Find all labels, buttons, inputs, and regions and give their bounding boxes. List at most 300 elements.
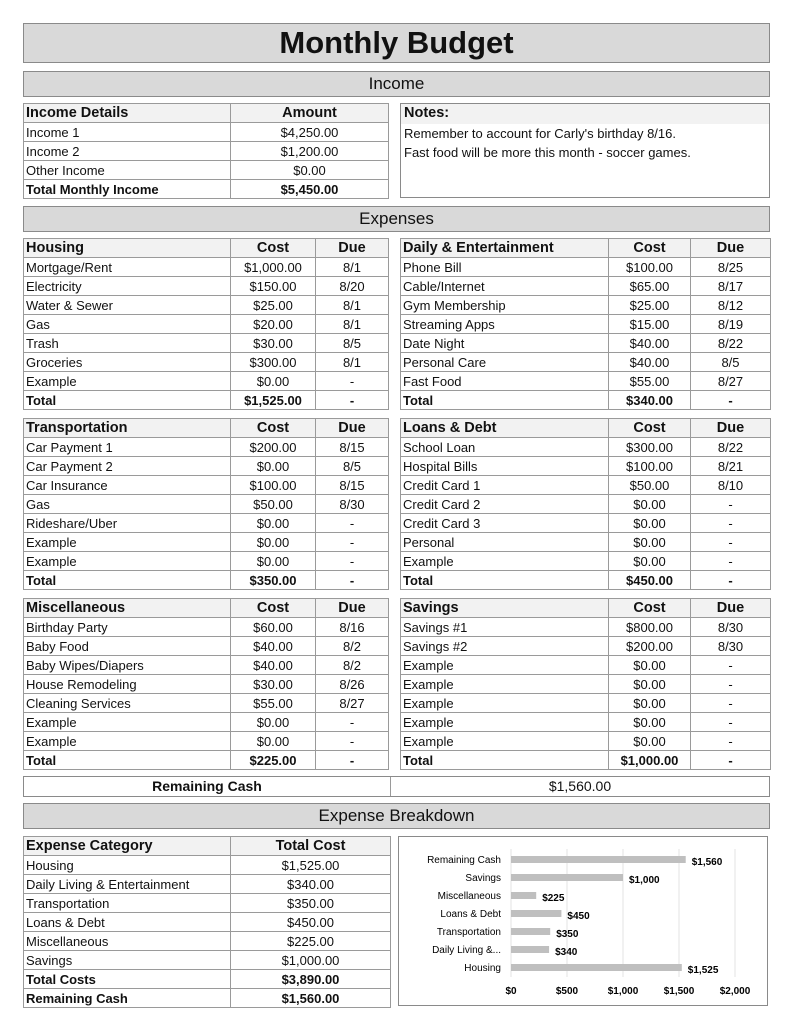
table-row [24,637,389,656]
amount-cell[interactable]: $0.00 [231,457,316,476]
due-cell[interactable]: 8/5 [691,353,771,372]
column-header: Cost [609,419,691,438]
table-row [401,533,771,552]
row-label[interactable]: Savings [24,951,231,970]
category-label: Remaining Cash [427,855,501,866]
row-label[interactable]: Phone Bill [401,258,609,277]
income-table [23,103,389,199]
table-row [24,618,389,637]
table-row [24,123,389,142]
row-label[interactable]: Income 2 [24,142,231,161]
due-cell[interactable]: 8/10 [691,476,771,495]
amount-cell[interactable]: $0.00 [609,713,691,732]
chart-svg [399,837,766,1004]
amount-cell[interactable]: $50.00 [609,476,691,495]
due-cell[interactable]: 8/17 [691,277,771,296]
note-line: Remember to account for Carly's birthday 8/16. [404,126,676,141]
amount-cell[interactable]: $50.00 [231,495,316,514]
due-cell[interactable]: 8/5 [316,457,389,476]
column-header: Cost [231,419,316,438]
table-row [401,552,771,571]
amount-cell[interactable]: $200.00 [231,438,316,457]
row-label[interactable]: Mortgage/Rent [24,258,231,277]
table-row [24,476,389,495]
table-row [401,372,771,391]
amount-cell[interactable]: $1,000.00 [609,751,691,770]
due-cell[interactable]: 8/22 [691,334,771,353]
due-cell[interactable]: 8/30 [316,495,389,514]
expense-table-transportation [23,418,389,590]
data-label: $1,525 [687,965,719,976]
category-label: Miscellaneous [437,891,501,902]
due-cell[interactable]: 8/26 [316,675,389,694]
breakdown-table [23,836,391,1008]
row-label[interactable]: Example [24,732,231,751]
due-cell[interactable]: - [691,732,771,751]
table-row [24,161,389,180]
amount-cell[interactable]: $300.00 [609,438,691,457]
due-cell[interactable]: - [691,391,771,410]
due-cell[interactable]: 8/30 [691,618,771,637]
total-row [401,391,771,410]
row-label[interactable]: Total [401,391,609,410]
amount-cell[interactable]: $0.00 [231,514,316,533]
amount-cell[interactable]: $0.00 [609,656,691,675]
table-row [24,675,389,694]
bar [511,874,623,881]
header-row [24,239,389,258]
due-cell[interactable]: - [691,675,771,694]
data-label: $340 [555,947,578,958]
row-label[interactable]: Example [401,732,609,751]
amount-cell[interactable]: $0.00 [609,732,691,751]
total-row [24,571,389,590]
x-tick-label: $1,000 [607,986,639,997]
amount-cell[interactable]: $15.00 [609,315,691,334]
table-row [24,856,391,875]
table-row [401,732,771,751]
row-label[interactable]: Income 1 [24,123,231,142]
due-cell[interactable]: - [691,514,771,533]
row-label[interactable]: House Remodeling [24,675,231,694]
row-label[interactable]: Example [24,533,231,552]
bar [511,946,549,953]
row-label[interactable]: Loans & Debt [24,913,231,932]
column-header: Miscellaneous [24,599,231,618]
header-row [24,599,389,618]
due-cell[interactable]: 8/1 [316,353,389,372]
table-row [24,732,389,751]
data-label: $1,000 [629,875,660,886]
due-cell[interactable]: - [316,571,389,590]
amount-cell[interactable]: $1,525.00 [231,856,391,875]
column-header: Loans & Debt [401,419,609,438]
table-row [401,277,771,296]
due-cell[interactable]: 8/25 [691,258,771,277]
amount-cell[interactable]: $40.00 [609,353,691,372]
row-label[interactable]: Savings #1 [401,618,609,637]
due-cell[interactable]: - [691,713,771,732]
row-label[interactable]: Example [401,656,609,675]
column-header: Amount [231,104,389,123]
column-header: Due [691,599,771,618]
table-row [401,457,771,476]
total-row [24,970,391,989]
total-row [401,571,771,590]
table-row [401,618,771,637]
due-cell[interactable]: 8/1 [316,258,389,277]
amount-cell[interactable]: $800.00 [609,618,691,637]
due-cell[interactable]: 8/27 [691,372,771,391]
column-header: Due [691,419,771,438]
row-label[interactable]: Example [401,713,609,732]
category-label: Savings [465,873,501,884]
table-row [24,296,389,315]
row-label[interactable]: Hospital Bills [401,457,609,476]
amount-cell[interactable]: $350.00 [231,894,391,913]
due-cell[interactable]: - [691,694,771,713]
table-row [24,951,391,970]
amount-cell[interactable]: $40.00 [231,656,316,675]
table-row [401,334,771,353]
due-cell[interactable]: 8/20 [316,277,389,296]
remaining-cash-row [23,776,770,797]
amount-cell[interactable]: $0.00 [609,514,691,533]
due-cell[interactable]: - [691,552,771,571]
row-label[interactable]: School Loan [401,438,609,457]
column-header: Total Cost [231,837,391,856]
x-tick-label: $0 [505,986,517,997]
column-header: Cost [609,599,691,618]
row-label[interactable]: Example [24,552,231,571]
total-row [24,391,389,410]
row-label[interactable]: Car Insurance [24,476,231,495]
due-cell[interactable]: 8/19 [691,315,771,334]
row-label[interactable]: Electricity [24,277,231,296]
column-header: Due [316,599,389,618]
column-header: Due [316,419,389,438]
column-header: Due [316,239,389,258]
amount-cell[interactable]: $225.00 [231,751,316,770]
due-cell[interactable]: - [316,732,389,751]
due-cell[interactable]: 8/15 [316,476,389,495]
amount-cell[interactable]: $65.00 [609,277,691,296]
amount-cell[interactable]: $5,450.00 [231,180,389,199]
table-row [401,675,771,694]
amount-cell[interactable]: $225.00 [231,932,391,951]
header-row [24,104,389,123]
amount-cell[interactable]: $60.00 [231,618,316,637]
amount-cell[interactable]: $100.00 [609,258,691,277]
table-row [401,656,771,675]
amount-cell[interactable]: $1,000.00 [231,258,316,277]
table-row [401,438,771,457]
table-row [24,258,389,277]
column-header: Cost [231,599,316,618]
due-cell[interactable]: 8/2 [316,656,389,675]
row-label[interactable]: Credit Card 1 [401,476,609,495]
amount-cell[interactable]: $1,000.00 [231,951,391,970]
row-label[interactable]: Personal [401,533,609,552]
due-cell[interactable]: 8/12 [691,296,771,315]
table-row [24,694,389,713]
due-cell[interactable]: - [691,656,771,675]
amount-cell[interactable]: $100.00 [609,457,691,476]
bar [511,964,682,971]
row-label[interactable]: Savings #2 [401,637,609,656]
expense-table-loans-debt [400,418,771,590]
table-row [24,495,389,514]
column-header: Income Details [24,104,231,123]
column-header: Expense Category [24,837,231,856]
total-row [24,751,389,770]
column-header: Savings [401,599,609,618]
row-label[interactable]: Daily Living & Entertainment [24,875,231,894]
category-label: Daily Living &... [432,945,501,956]
header-row [401,599,771,618]
row-label[interactable]: Rideshare/Uber [24,514,231,533]
column-header: Transportation [24,419,231,438]
page-title: Monthly Budget [23,23,770,63]
amount-cell[interactable]: $20.00 [231,315,316,334]
amount-cell[interactable]: $0.00 [231,552,316,571]
due-cell[interactable]: - [316,713,389,732]
amount-cell[interactable]: $0.00 [231,533,316,552]
notes-heading: Notes: [401,104,769,124]
row-label[interactable]: Example [24,372,231,391]
row-label[interactable]: Other Income [24,161,231,180]
table-row [401,514,771,533]
due-cell[interactable]: 8/1 [316,315,389,334]
table-row [24,334,389,353]
row-label[interactable]: Transportation [24,894,231,913]
table-row [401,296,771,315]
row-label[interactable]: Total [24,391,231,410]
row-label[interactable]: Credit Card 3 [401,514,609,533]
due-cell[interactable]: - [691,751,771,770]
column-header: Due [691,239,771,258]
row-label[interactable]: Personal Care [401,353,609,372]
due-cell[interactable]: 8/2 [316,637,389,656]
row-label[interactable]: Example [401,552,609,571]
due-cell[interactable]: - [316,533,389,552]
table-row [401,258,771,277]
row-label[interactable]: Cable/Internet [401,277,609,296]
due-cell[interactable]: - [691,495,771,514]
amount-cell[interactable]: $4,250.00 [231,123,389,142]
row-label[interactable]: Remaining Cash [24,989,231,1008]
table-row [24,372,389,391]
amount-cell[interactable]: $1,525.00 [231,391,316,410]
due-cell[interactable]: 8/30 [691,637,771,656]
table-row [24,142,389,161]
due-cell[interactable]: 8/15 [316,438,389,457]
due-cell[interactable]: - [316,514,389,533]
row-label[interactable]: Gas [24,315,231,334]
due-cell[interactable]: 8/27 [316,694,389,713]
column-header: Cost [609,239,691,258]
table-row [24,913,391,932]
table-row [24,932,391,951]
table-row [401,694,771,713]
table-row [24,552,389,571]
column-header: Cost [231,239,316,258]
total-row [24,989,391,1008]
expense-table-daily-entertainment [400,238,771,410]
row-label[interactable]: Water & Sewer [24,296,231,315]
row-label[interactable]: Example [401,675,609,694]
row-label[interactable]: Baby Wipes/Diapers [24,656,231,675]
amount-cell[interactable]: $30.00 [231,334,316,353]
amount-cell[interactable]: $0.00 [609,552,691,571]
table-row [24,353,389,372]
expenses-header: Expenses [23,206,770,232]
table-row [401,353,771,372]
table-row [401,713,771,732]
table-row [24,533,389,552]
amount-cell[interactable]: $200.00 [609,637,691,656]
table-row [24,514,389,533]
remaining-cash-value: $1,560.00 [548,778,612,794]
due-cell[interactable]: 8/16 [316,618,389,637]
amount-cell[interactable]: $350.00 [231,571,316,590]
row-label[interactable]: Car Payment 2 [24,457,231,476]
amount-cell[interactable]: $0.00 [231,161,389,180]
row-label[interactable]: Total Costs [24,970,231,989]
data-label: $225 [542,893,565,904]
row-label[interactable]: Total Monthly Income [24,180,231,199]
due-cell[interactable]: 8/21 [691,457,771,476]
table-row [24,457,389,476]
amount-cell[interactable]: $0.00 [609,533,691,552]
row-label[interactable]: Total [401,751,609,770]
amount-cell[interactable]: $0.00 [231,713,316,732]
row-label[interactable]: Example [24,713,231,732]
x-tick-label: $500 [555,986,579,997]
amount-cell[interactable]: $0.00 [609,495,691,514]
header-row [24,419,389,438]
breakdown-header: Expense Breakdown [23,803,770,829]
amount-cell[interactable]: $55.00 [609,372,691,391]
row-label[interactable]: Total [24,571,231,590]
row-label[interactable]: Birthday Party [24,618,231,637]
due-cell[interactable]: - [316,552,389,571]
due-cell[interactable]: - [316,391,389,410]
amount-cell[interactable]: $300.00 [231,353,316,372]
data-label: $1,560 [691,857,723,868]
due-cell[interactable]: 8/5 [316,334,389,353]
row-label[interactable]: Car Payment 1 [24,438,231,457]
expense-table-savings [400,598,771,770]
bar [511,928,550,935]
due-cell[interactable]: - [316,372,389,391]
total-row [24,180,389,199]
table-row [24,277,389,296]
amount-cell[interactable]: $450.00 [231,913,391,932]
row-label[interactable]: Total [401,571,609,590]
notes-box[interactable] [400,103,770,198]
row-label[interactable]: Credit Card 2 [401,495,609,514]
data-label: $350 [556,929,579,940]
due-cell[interactable]: 8/22 [691,438,771,457]
row-label[interactable]: Trash [24,334,231,353]
row-label[interactable]: Cleaning Services [24,694,231,713]
x-tick-label: $1,500 [663,986,695,997]
row-label[interactable]: Fast Food [401,372,609,391]
amount-cell[interactable]: $40.00 [609,334,691,353]
category-label: Housing [464,963,501,974]
amount-cell[interactable]: $0.00 [609,675,691,694]
row-label[interactable]: Date Night [401,334,609,353]
due-cell[interactable]: - [691,571,771,590]
expense-table-miscellaneous [23,598,389,770]
amount-cell[interactable]: $100.00 [231,476,316,495]
bar [511,892,536,899]
column-header: Housing [24,239,231,258]
total-row [401,751,771,770]
table-row [24,315,389,334]
category-label: Loans & Debt [440,909,501,920]
due-cell[interactable]: - [691,533,771,552]
category-label: Transportation [436,927,501,938]
amount-cell[interactable]: $340.00 [609,391,691,410]
amount-cell[interactable]: $0.00 [231,732,316,751]
amount-cell[interactable]: $40.00 [231,637,316,656]
amount-cell[interactable]: $450.00 [609,571,691,590]
row-label[interactable]: Gym Membership [401,296,609,315]
row-label[interactable]: Miscellaneous [24,932,231,951]
due-cell[interactable]: 8/1 [316,296,389,315]
row-label[interactable]: Baby Food [24,637,231,656]
table-row [24,894,391,913]
income-header: Income [23,71,770,97]
row-label[interactable]: Total [24,751,231,770]
amount-cell[interactable]: $25.00 [231,296,316,315]
header-row [401,239,771,258]
table-row [401,315,771,334]
amount-cell[interactable]: $1,200.00 [231,142,389,161]
due-cell[interactable]: - [316,751,389,770]
amount-cell[interactable]: $340.00 [231,875,391,894]
note-line: Fast food will be more this month - soccer games. [404,145,691,160]
table-row [401,476,771,495]
bar [511,910,561,917]
table-row [24,875,391,894]
row-label[interactable]: Gas [24,495,231,514]
row-label[interactable]: Streaming Apps [401,315,609,334]
amount-cell[interactable]: $1,560.00 [231,989,391,1008]
row-label[interactable]: Housing [24,856,231,875]
expense-breakdown-chart [398,836,768,1006]
amount-cell[interactable]: $0.00 [609,694,691,713]
data-label: $450 [567,911,590,922]
expense-table-housing [23,238,389,410]
row-label[interactable]: Groceries [24,353,231,372]
amount-cell[interactable]: $55.00 [231,694,316,713]
amount-cell[interactable]: $30.00 [231,675,316,694]
amount-cell[interactable]: $0.00 [231,372,316,391]
amount-cell[interactable]: $25.00 [609,296,691,315]
amount-cell[interactable]: $150.00 [231,277,316,296]
table-row [401,637,771,656]
table-row [24,656,389,675]
table-row [24,713,389,732]
bar [511,856,686,863]
row-label[interactable]: Example [401,694,609,713]
header-row [401,419,771,438]
amount-cell[interactable]: $3,890.00 [231,970,391,989]
column-header: Daily & Entertainment [401,239,609,258]
